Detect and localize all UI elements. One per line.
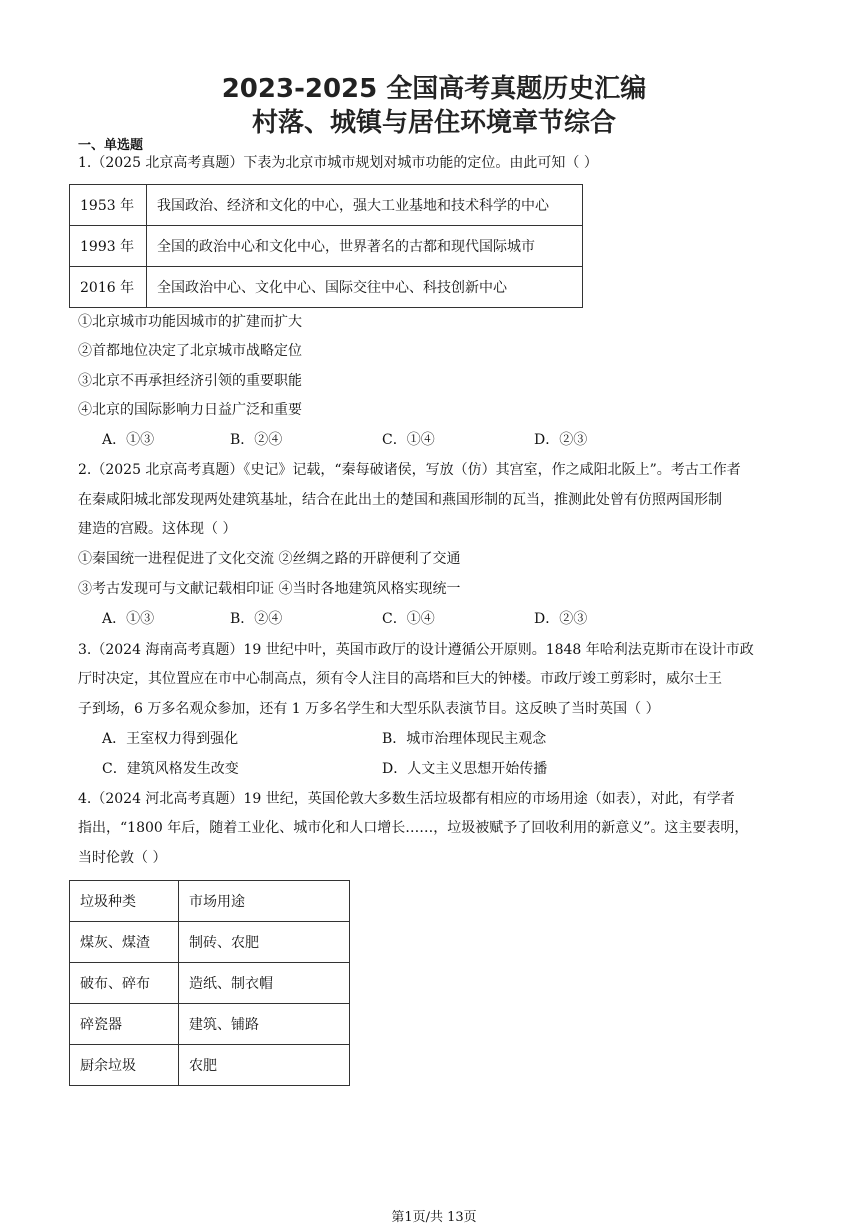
q1-item: ③北京不再承担经济引领的重要职能: [78, 373, 302, 389]
q1-option-b: B．②④: [230, 432, 283, 448]
table-cell: 煤灰、煤渣: [70, 922, 179, 963]
q2-item: ③考古发现可与文献记载相印证 ④当时各地建筑风格实现统一: [78, 581, 461, 597]
q2-option-b: B．②④: [230, 611, 283, 627]
table-cell: 市场用途: [179, 881, 350, 922]
q2-item: ①秦国统一进程促进了文化交流 ②丝绸之路的开辟便利了交通: [78, 551, 461, 567]
table-cell: 造纸、制衣帽: [179, 963, 350, 1004]
table-row: [70, 226, 583, 267]
document-title-line2: 村落、城镇与居住环境章节综合: [251, 108, 616, 138]
q3-option-a: A．王室权力得到强化: [102, 731, 239, 747]
q4-line: 指出，“1800 年后，随着工业化、城市化和人口增长……，垃圾被赋予了回收利用的新意义”。这主要表明，: [78, 820, 749, 836]
table-cell: 厨余垃圾: [70, 1045, 179, 1086]
q2-option-d: D．②③: [534, 611, 588, 627]
q3-line: 子到场，6 万多名观众参加，还有 1 万多名学生和大型乐队表演节目。这反映了当时英国（ ）: [78, 701, 660, 717]
q4-line: 当时伦敦（ ）: [78, 850, 167, 866]
table-cell: 我国政治、经济和文化的中心，强大工业基地和技术科学的中心: [147, 185, 583, 226]
q3-line: 厅时决定，其位置应在市中心制高点，须有令人注目的高塔和巨大的钟楼。市政厅竣工剪彩时，威尔士王: [78, 671, 722, 687]
q1-item: ②首都地位决定了北京城市战略定位: [78, 343, 302, 359]
table-row: [70, 1004, 350, 1045]
q4-line: 4.（2024 河北高考真题）19 世纪，英国伦敦大多数生活垃圾都有相应的市场用途（如表），对此，有学者: [78, 791, 735, 807]
table-row: [70, 963, 350, 1004]
table-row: [70, 267, 583, 308]
q1-item: ①北京城市功能因城市的扩建而扩大: [78, 314, 302, 330]
q2-line: 建造的宫殿。这体现（ ）: [78, 521, 237, 537]
table-cell: 垃圾种类: [70, 881, 179, 922]
q1-item: ④北京的国际影响力日益广泛和重要: [78, 402, 302, 418]
section-heading: 一、单选题: [78, 138, 144, 153]
q4-table: [69, 880, 350, 1086]
q1-stem: 1.（2025 北京高考真题）下表为北京市城市规划对城市功能的定位。由此可知（ ）: [78, 155, 598, 171]
q3-option-c: C．建筑风格发生改变: [102, 761, 239, 777]
table-cell: 破布、碎布: [70, 963, 179, 1004]
table-cell: 1953 年: [70, 185, 147, 226]
q2-option-c: C．①④: [382, 611, 435, 627]
table-row: [70, 1045, 350, 1086]
q3-option-b: B．城市治理体现民主观念: [382, 731, 547, 747]
table-cell: 农肥: [179, 1045, 350, 1086]
q3-option-d: D．人文主义思想开始传播: [382, 761, 548, 777]
table-row: [70, 185, 583, 226]
table-cell: 建筑、铺路: [179, 1004, 350, 1045]
table-cell: 全国政治中心、文化中心、国际交往中心、科技创新中心: [147, 267, 583, 308]
q2-line: 2.（2025 北京高考真题）《史记》记载，“秦每破诸侯，写放（仿）其宫室，作之咸阳北阪上”。考古工作者: [78, 462, 741, 478]
table-cell: 1993 年: [70, 226, 147, 267]
table-row: [70, 922, 350, 963]
table-cell: 全国的政治中心和文化中心，世界著名的古都和现代国际城市: [147, 226, 583, 267]
table-cell: 制砖、农肥: [179, 922, 350, 963]
document-title-line1: 2023-2025 全国高考真题历史汇编: [221, 74, 647, 104]
table-cell: 2016 年: [70, 267, 147, 308]
q2-option-a: A．①③: [102, 611, 155, 627]
q1-option-c: C．①④: [382, 432, 435, 448]
q2-line: 在秦咸阳城北部发现两处建筑基址，结合在此出土的楚国和燕国形制的瓦当，推测此处曾有仿照两国形制: [78, 492, 722, 508]
q1-option-d: D．②③: [534, 432, 588, 448]
table-cell: 碎瓷器: [70, 1004, 179, 1045]
q1-option-a: A．①③: [102, 432, 155, 448]
page-footer: 第1页/共 13页: [391, 1210, 477, 1225]
q3-line: 3.（2024 海南高考真题）19 世纪中叶，英国市政厅的设计遵循公开原则。1848 年哈利法克斯市在设计市政: [78, 642, 754, 658]
table-row: [70, 881, 350, 922]
q1-table: [69, 184, 583, 308]
